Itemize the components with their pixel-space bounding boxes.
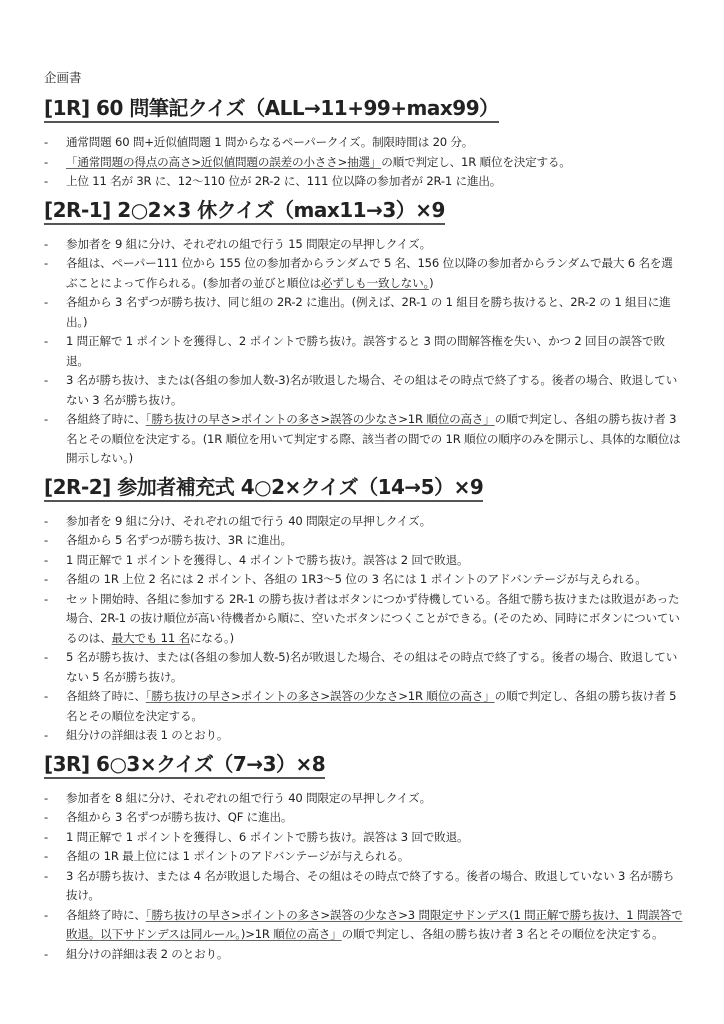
list-item <box>44 906 684 945</box>
item-text: 各組の 1R 上位 2 名には 2 ポイント、各組の 1R3〜5 位の 3 名には 1 ポイントのアドバンテージが与えられる。 <box>66 572 647 586</box>
item-text: の順で判定し、各組の勝ち抜け者 3 名とその順位を決定する。(1R 順位を用いて判定する際、該当者の間での 1R 順位の順序のみを開示し、具体的な順位は開示しない。) <box>66 412 681 465</box>
bullet-dash: - <box>44 256 48 270</box>
list-item <box>44 235 684 255</box>
section <box>44 198 684 469</box>
list-item <box>44 332 684 371</box>
section <box>44 752 684 965</box>
item-text: 各組から 3 名ずつが勝ち抜け、QF に進出。 <box>66 810 293 824</box>
bullet-dash: - <box>44 650 48 664</box>
bullet-dash: - <box>44 154 48 169</box>
item-text: 1 問正解で 1 ポイントを獲得し、6 ポイントで勝ち抜け。誤答は 3 回で敗退。 <box>66 829 469 844</box>
item-text: 3 名が勝ち抜け、または(各組の参加人数-3)名が敗退した場合、その組はその時点で終了する。後者の場合、敗退していない 3 名が勝ち抜け。 <box>66 373 678 407</box>
underlined-text: 必ずしも一致しない。 <box>321 275 430 290</box>
bullet-dash: - <box>44 174 48 188</box>
item-text: 参加者を 9 組に分け、それぞれの組で行う 15 問限定の早押しクイズ。 <box>66 236 432 251</box>
bullet-dash: - <box>44 868 48 883</box>
item-text: 各組から 5 名ずつが勝ち抜け、3R に進出。 <box>66 533 292 547</box>
item-text: 各組終了時に、 <box>66 907 146 922</box>
bullet-list <box>44 235 684 469</box>
bullet-dash: - <box>44 790 48 805</box>
list-item <box>44 867 684 906</box>
item-text: 上位 11 名が 3R に、12〜110 位が 2R-2 に、111 位以降の参加者が 2R-1 に進出。 <box>66 174 502 188</box>
list-item <box>44 847 684 867</box>
item-text: の順で判定し、各組の勝ち抜け者 3 名とその順位を決定する。 <box>341 927 664 941</box>
list-item <box>44 687 684 726</box>
underlined-text: 「勝ち抜けの早さ>ポイントの多さ>誤答の少なさ>3 問限定サドンデス(1 問正解で勝ち抜け、1 問誤答で敗退。以下サドンデスは同ルール。)>1R 順位の高さ」 <box>66 907 683 941</box>
list-item <box>44 133 684 153</box>
bullet-dash: - <box>44 689 48 703</box>
bullet-dash: - <box>44 907 48 922</box>
section <box>44 96 684 192</box>
item-text: 参加者を 9 組に分け、それぞれの組で行う 40 問限定の早押しクイズ。 <box>66 513 432 528</box>
list-item <box>44 371 684 410</box>
bullet-dash: - <box>44 572 48 586</box>
sections-container <box>44 96 684 964</box>
section <box>44 475 684 746</box>
bullet-list <box>44 512 684 746</box>
list-item <box>44 410 684 469</box>
bullet-list <box>44 133 684 192</box>
item-text: 各組終了時に、 <box>66 412 146 426</box>
item-text: 各組から 3 名ずつが勝ち抜け、同じ組の 2R-2 に進出。(例えば、2R-1 の 1 組目を勝ち抜けると、2R-2 の 1 組目に進出。) <box>66 295 671 329</box>
list-item <box>44 945 684 965</box>
list-item <box>44 590 684 649</box>
item-text: 3 名が勝ち抜け、または 4 名が敗退した場合、その組はその時点で終了する。後者の場合、敗退していない 3 名が勝ち抜け。 <box>66 868 675 902</box>
bullet-dash: - <box>44 373 48 387</box>
list-item <box>44 293 684 332</box>
bullet-dash: - <box>44 946 48 961</box>
document-page <box>44 68 684 970</box>
list-item <box>44 808 684 828</box>
item-text: 1 問正解で 1 ポイントを獲得し、4 ポイントで勝ち抜け。誤答は 2 回で敗退。 <box>66 552 469 567</box>
bullet-dash: - <box>44 533 48 547</box>
bullet-dash: - <box>44 334 48 348</box>
list-item <box>44 551 684 571</box>
section-title: [2R-1] 2○2×3 休クイズ（max11→3）×9 <box>44 198 445 225</box>
item-text: 1 問正解で 1 ポイントを獲得し、2 ポイントで勝ち抜け。誤答すると 3 問の間解答権を失い、かつ 2 回目の誤答で敗退。 <box>66 334 665 368</box>
list-item <box>44 726 684 746</box>
list-item <box>44 153 684 173</box>
list-item <box>44 570 684 590</box>
item-text: 各組は、ペーパー111 位から 155 位の参加者からランダムで 5 名、156 位以降の参加者からランダムで最大 6 名を選ぶことによって作られる。(参加者の並びと順位は <box>66 256 673 290</box>
underlined-text: 「通常問題の得点の高さ>近似値問題の誤差の小ささ>抽選」 <box>66 154 382 169</box>
document-label: 企画書 <box>44 70 82 85</box>
bullet-dash: - <box>44 591 48 606</box>
item-text: 参加者を 8 組に分け、それぞれの組で行う 40 問限定の早押しクイズ。 <box>66 790 432 805</box>
list-item <box>44 828 684 848</box>
item-text: 組分けの詳細は表 1 のとおり。 <box>66 728 229 742</box>
section-title: [1R] 60 問筆記クイズ（ALL→11+99+max99） <box>44 96 499 123</box>
list-item <box>44 512 684 532</box>
bullet-dash: - <box>44 295 48 309</box>
section-title: [3R] 6○3×クイズ（7→3）×8 <box>44 752 325 779</box>
list-item <box>44 648 684 687</box>
list-item <box>44 172 684 192</box>
underlined-text: 最大でも 11 名 <box>111 630 190 645</box>
item-text: 通常問題 60 問+近似値問題 1 問からなるペーパークイズ。制限時間は 20 分。 <box>66 135 474 149</box>
underlined-text: 「勝ち抜けの早さ>ポイントの多さ>誤答の少なさ>1R 順位の高さ」 <box>145 412 495 426</box>
section-title: [2R-2] 参加者補充式 4○2×クイズ（14→5）×9 <box>44 475 483 502</box>
item-text: の順で判定し、1R 順位を決定する。 <box>381 154 571 169</box>
bullet-dash: - <box>44 236 48 251</box>
bullet-dash: - <box>44 810 48 824</box>
item-text: 5 名が勝ち抜け、または(各組の参加人数-5)名が敗退した場合、その組はその時点で終了する。後者の場合、敗退していない 5 名が勝ち抜け。 <box>66 650 678 684</box>
bullet-dash: - <box>44 552 48 567</box>
list-item <box>44 254 684 293</box>
bullet-dash: - <box>44 412 48 426</box>
bullet-dash: - <box>44 849 48 863</box>
underlined-text: 「勝ち抜けの早さ>ポイントの多さ>誤答の少なさ>1R 順位の高さ」 <box>145 689 495 703</box>
bullet-dash: - <box>44 829 48 844</box>
item-text: 各組の 1R 最上位には 1 ポイントのアドバンテージが与えられる。 <box>66 849 410 863</box>
bullet-dash: - <box>44 513 48 528</box>
item-text: 各組終了時に、 <box>66 689 146 703</box>
item-text: 組分けの詳細は表 2 のとおり。 <box>66 946 229 961</box>
list-item <box>44 531 684 551</box>
item-text: ) <box>429 275 434 290</box>
item-text: になる。) <box>189 630 234 645</box>
bullet-dash: - <box>44 728 48 742</box>
bullet-list <box>44 789 684 965</box>
item-text: の順で判定し、各組の勝ち抜け者 5 名とその順位を決定する。 <box>66 689 677 723</box>
list-item <box>44 789 684 809</box>
bullet-dash: - <box>44 135 48 149</box>
item-text: セット開始時、各組に参加する 2R-1 の勝ち抜け者はボタンにつかず待機している。各組で勝ち抜けまたは敗退があった場合、2R-1 の抜け順位が高い待機者から順に、空いたボタンにつくことができる。(そのため、同時にボタンについているのは、 <box>66 591 680 645</box>
